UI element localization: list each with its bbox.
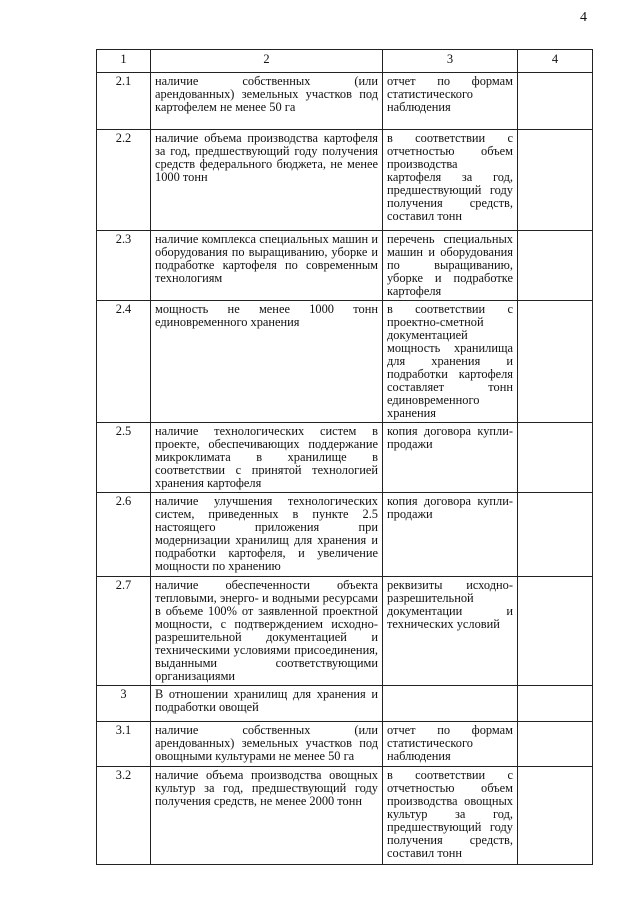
table-row [97, 73, 593, 130]
row-number: 3 [97, 686, 151, 722]
document-text: копия договора купли-продажи [383, 493, 518, 577]
empty-cell [518, 73, 593, 130]
document-text: перечень специальных машин и оборудования по выращиванию, уборке и подработке картофеля [383, 231, 518, 301]
empty-cell [518, 722, 593, 767]
table-header-row [97, 50, 593, 73]
table-row [97, 577, 593, 686]
document-text: копия договора купли-продажи [383, 423, 518, 493]
table-row [97, 722, 593, 767]
empty-cell [518, 686, 593, 722]
criterion-text: наличие технологических систем в проекте, обеспечивающих поддержание микроклимата в хранилище в соответствии с принятой технологией хранения картофеля [151, 423, 383, 493]
column-header: 2 [151, 50, 383, 73]
document-text: в соответствии с отчетностью объем производства картофеля за год, предшествующий году получения средств, составил тонн [383, 130, 518, 231]
table-row [97, 493, 593, 577]
criterion-text: наличие объема производства картофеля за год, предшествующий году получения средств федерального бюджета, не менее 1000 тонн [151, 130, 383, 231]
document-text: отчет по формам статистического наблюдения [383, 73, 518, 130]
document-text: в соответствии с отчетностью объем производства овощных культур за год, предшествующий году получения средств, составил тонн [383, 767, 518, 865]
page-number: 4 [580, 10, 587, 25]
criterion-text: мощность не менее 1000 тонн единовременного хранения [151, 301, 383, 423]
row-number: 2.7 [97, 577, 151, 686]
table-row [97, 423, 593, 493]
column-header: 3 [383, 50, 518, 73]
criterion-text: наличие обеспеченности объекта тепловыми, энерго- и водными ресурсами в объеме 100% от заявленной проектной мощности, с подтверждением исходно-разрешительной документацией и техническими условиями присоединения, выданными соответствующими организациями [151, 577, 383, 686]
empty-cell [518, 301, 593, 423]
row-number: 2.2 [97, 130, 151, 231]
row-number: 2.5 [97, 423, 151, 493]
criterion-text: наличие объема производства овощных культур за год, предшествующий году получения средств, не менее 2000 тонн [151, 767, 383, 865]
table-row [97, 130, 593, 231]
document-text [383, 686, 518, 722]
empty-cell [518, 423, 593, 493]
criterion-text: наличие собственных (или арендованных) земельных участков под овощными культурами не менее 50 га [151, 722, 383, 767]
section-heading: В отношении хранилищ для хранения и подработки овощей [151, 686, 383, 722]
row-number: 2.6 [97, 493, 151, 577]
empty-cell [518, 577, 593, 686]
row-number: 3.2 [97, 767, 151, 865]
empty-cell [518, 493, 593, 577]
table-row [97, 301, 593, 423]
row-number: 3.1 [97, 722, 151, 767]
row-number: 2.3 [97, 231, 151, 301]
empty-cell [518, 130, 593, 231]
column-header: 1 [97, 50, 151, 73]
criterion-text: наличие улучшения технологических систем, приведенных в пункте 2.5 настоящего приложения при модернизации хранилищ для хранения и подработки картофеля, и увеличение мощности по хранению [151, 493, 383, 577]
empty-cell [518, 767, 593, 865]
table-row [97, 767, 593, 865]
table-row [97, 231, 593, 301]
document-text: реквизиты исходно-разрешительной документации и технических условий [383, 577, 518, 686]
column-header: 4 [518, 50, 593, 73]
empty-cell [518, 231, 593, 301]
criterion-text: наличие собственных (или арендованных) земельных участков под картофелем не менее 50 га [151, 73, 383, 130]
criterion-text: наличие комплекса специальных машин и оборудования по выращиванию, уборке и подработке картофеля по современным технологиям [151, 231, 383, 301]
table-row [97, 686, 593, 722]
row-number: 2.4 [97, 301, 151, 423]
requirements-table [96, 49, 593, 865]
row-number: 2.1 [97, 73, 151, 130]
document-text: отчет по формам статистического наблюдения [383, 722, 518, 767]
document-text: в соответствии с проектно-сметной документацией мощность хранилища для хранения и подработки картофеля составляет тонн единовременного хранения [383, 301, 518, 423]
